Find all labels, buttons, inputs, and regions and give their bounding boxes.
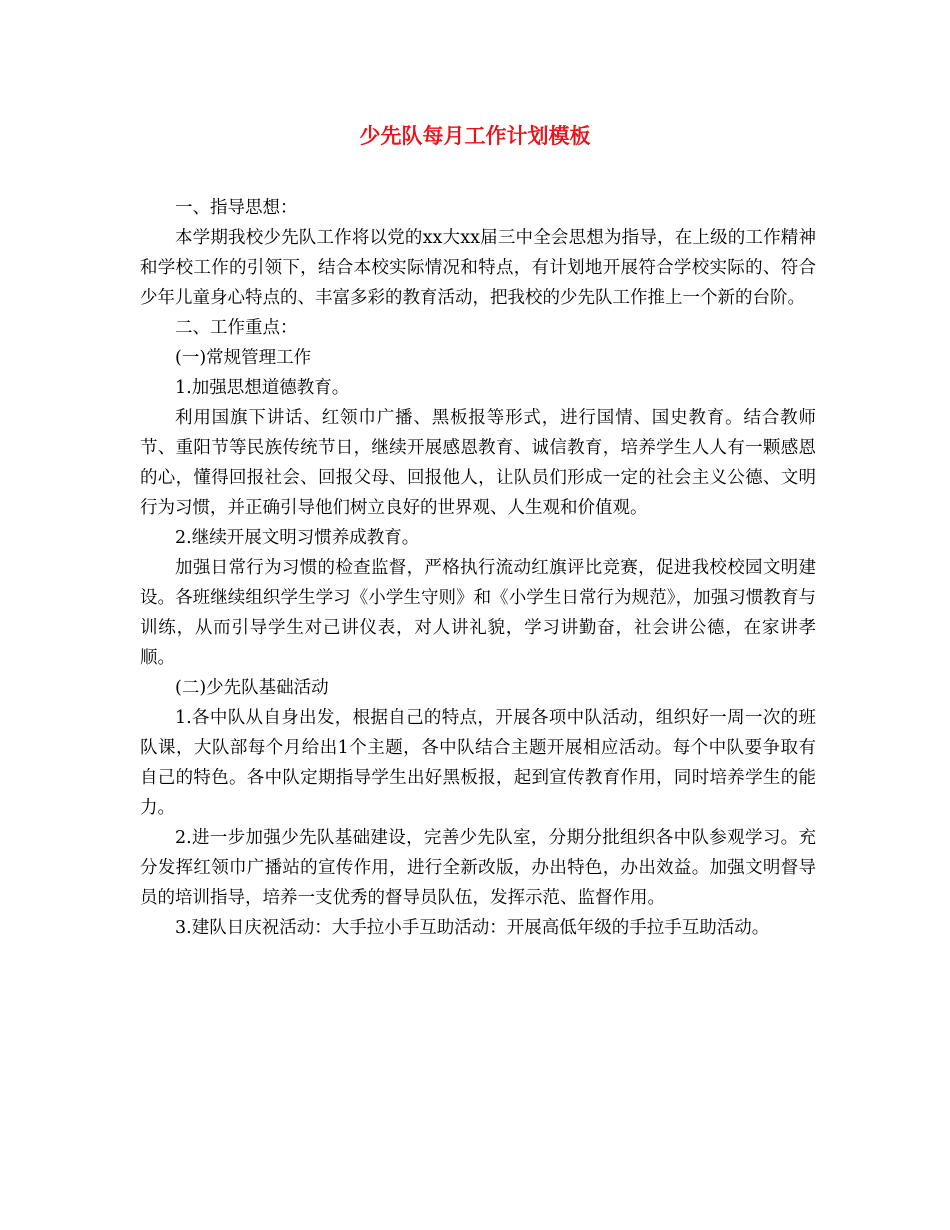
paragraph: 3.建队日庆祝活动：大手拉小手互助活动：开展高低年级的手拉手互助活动。 — [175, 918, 770, 938]
document-title: 少先队每月工作计划模板 — [359, 123, 591, 148]
item-heading: 1.加强思想道德教育。 — [175, 378, 350, 398]
paragraph: 加强日常行为习惯的检查监督，严格执行流动红旗评比竞赛，促进我校校园文明建设。各班继续组织学生学习《小学生守则》和《小学生日常行为规范》，加强习惯教育与训练，从而引导学生对己讲仪表，对人讲礼貌，学习讲勤奋，社会讲公德，在家讲孝顺。 — [140, 558, 816, 668]
item-heading: 2.继续开展文明习惯养成教育。 — [175, 528, 420, 548]
paragraph: 2.进一步加强少先队基础建设，完善少先队室，分期分批组织各中队参观学习。充分发挥红领巾广播站的宣传作用，进行全新改版，办出特色，办出效益。加强文明督导员的培训指导，培养一支优秀的督导员队伍，发挥示范、监督作用。 — [140, 828, 816, 908]
subsection-heading: (一)常规管理工作 — [175, 348, 312, 368]
document-body — [140, 193, 816, 943]
section-heading: 二、工作重点： — [175, 318, 298, 338]
paragraph: 1.各中队从自身出发，根据自己的特点，开展各项中队活动，组织好一周一次的班队课，大队部每个月给出1个主题，各中队结合主题开展相应活动。每个中队要争取有自己的特色。各中队定期指导学生出好黑板报，起到宣传教育作用，同时培养学生的能力。 — [140, 708, 816, 818]
paragraph: 利用国旗下讲话、红领巾广播、黑板报等形式，进行国情、国史教育。结合教师节、重阳节等民族传统节日，继续开展感恩教育、诚信教育，培养学生人人有一颗感恩的心，懂得回报社会、回报父母、回报他人，让队员们形成一定的社会主义公德、文明行为习惯，并正确引导他们树立良好的世界观、人生观和价值观。 — [140, 408, 816, 518]
subsection-heading: (二)少先队基础活动 — [175, 678, 329, 698]
paragraph: 本学期我校少先队工作将以党的xx大xx届三中全会思想为指导，在上级的工作精神和学校工作的引领下，结合本校实际情况和特点，有计划地开展符合学校实际的、符合少年儿童身心特点的、丰富多彩的教育活动，把我校的少先队工作推上一个新的台阶。 — [140, 228, 816, 308]
section-heading: 一、指导思想： — [175, 198, 298, 218]
